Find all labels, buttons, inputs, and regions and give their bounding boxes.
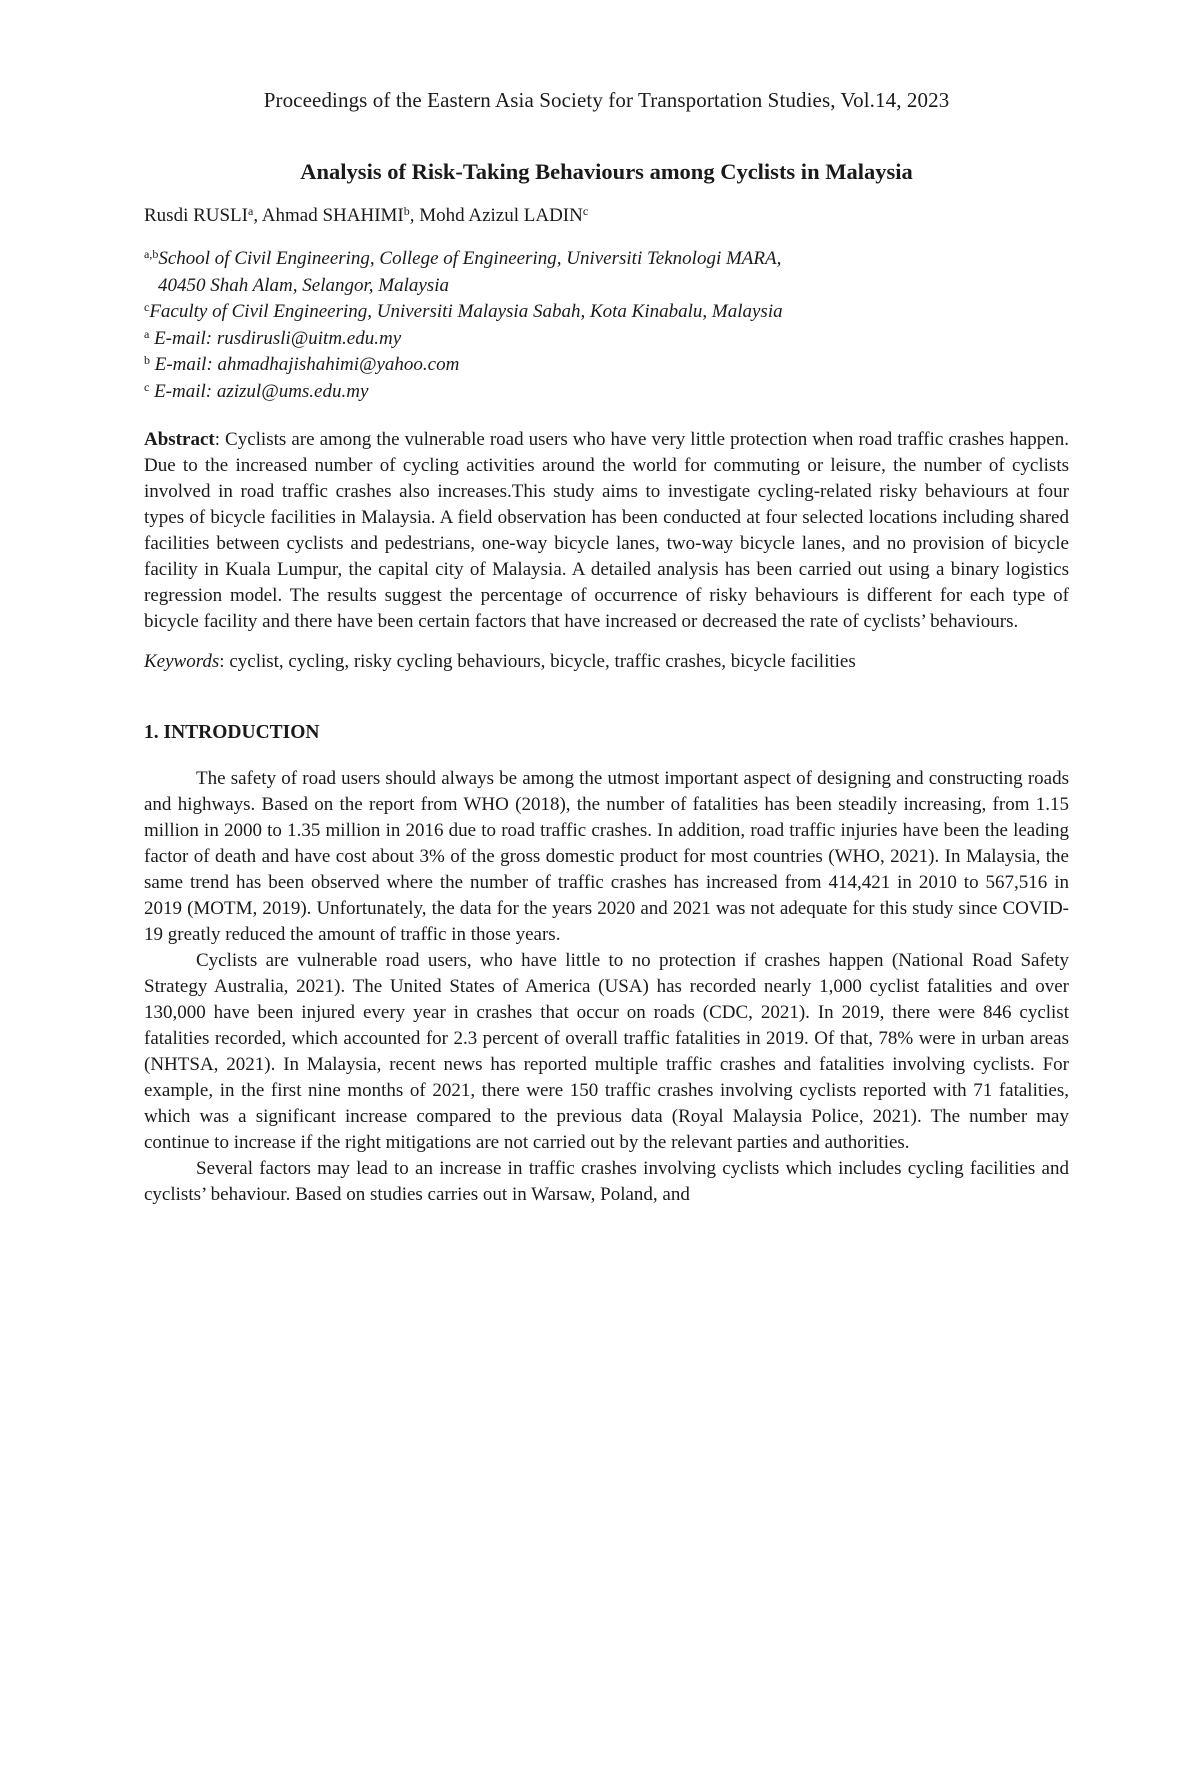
author-affiliation-mark: a [248,204,254,218]
author-affiliation-mark: c [582,204,589,218]
email-text: E-mail: azizul@ums.edu.my [149,380,369,402]
affiliation-line [144,299,1069,326]
affiliation-mark: c [144,379,150,394]
body-paragraph: Several factors may lead to an increase in traffic crashes involving cyclists which includes cycling facilities and cyclists’ behaviour. Based on studies carries out in Warsaw, Poland, and [144,1158,1069,1205]
author [419,205,588,226]
abstract-text: : Cyclists are among the vulnerable road users who have very little protection when road traffic crashes happen. Due to the increased number of cycling activities around the world for commuting or leisure, the number of cyclists involved in road traffic crashes also increases.This study aims to investigate cycling-related risky behaviours at four types of bicycle facilities in Malaysia. A field observation has been conducted at four selected locations including shared facilities between cyclists and pedestrians, one-way bicycle lanes, two-way bicycle lanes, and no provision of bicycle facility in Kuala Lumpur, the capital city of Malaysia. A detailed analysis has been carried out using a binary logistics regression model. The results suggest the percentage of occurrence of risky behaviours is different for each type of bicycle facility and there have been certain factors that have increased or decreased the rate of cyclists’ behaviours. [144,429,1069,632]
email-line [144,379,1069,406]
email-text: E-mail: ahmadhajishahimi@yahoo.com [150,354,460,375]
affiliation-text: Faculty of Civil Engineering, Universiti Malaysia Sabah, Kota Kinabalu, Malaysia [149,301,783,322]
running-head: Proceedings of the Eastern Asia Society for Transportation Studies, Vol.14, 2023 [263,88,950,112]
affiliation-mark: a [144,326,150,341]
affiliation-list [144,246,1069,405]
email-text: E-mail: rusdirusli@uitm.edu.my [149,327,402,349]
paper-title: Analysis of Risk-Taking Behaviours among Cyclists in Malaysia [300,159,913,184]
author-affiliation-mark: b [403,204,410,218]
keywords-text: : cyclist, cycling, risky cycling behaviours, bicycle, traffic crashes, bicycle facilities [219,651,856,672]
keywords [144,649,1069,675]
body-paragraph: Cyclists are vulnerable road users, who have little to no protection if crashes happen (National Road Safety Strategy Australia, 2021). The United States of America (USA) has recorded nearly 1,000 cyclist fatalities and over 130,000 have been injured every year in crashes that occur on roads (CDC, 2021). In 2019, there were 846 cyclist fatalities recorded, which accounted for 2.3 percent of overall traffic fatalities in 2019. Of that, 78% were in urban areas (NHTSA, 2021). In Malaysia, recent news has reported multiple traffic crashes and fatalities involving cyclists. For example, in the first nine months of 2021, there were 150 traffic crashes involving cyclists reported with 71 fatalities, which was a significant increase compared to the previous data (Royal Malaysia Police, 2021). The number may continue to increase if the right mitigations are not carried out by the relevant parties and authorities. [144,950,1069,1153]
author-name: Rusdi RUSLI [144,205,248,226]
email-line [144,352,1069,379]
author-separator: , [409,205,420,226]
affiliation-mark: b [144,353,150,367]
author-separator: , [253,205,262,226]
abstract-label: Abstract [144,429,215,450]
email-line [144,326,1069,353]
affiliation-line [144,246,1069,273]
affiliation-mark: c [144,300,150,314]
abstract [144,427,1069,635]
affiliation-mark: a,b [144,247,159,261]
affiliation-text: 40450 Shah Alam, Selangor, Malaysia [158,274,449,296]
keywords-label: Keywords [144,651,220,672]
body-paragraph: The safety of road users should always be among the utmost important aspect of designing and constructing roads and highways. Based on the report from WHO (2018), the number of fatalities has been steadily increasing, from 1.15 million in 2000 to 1.35 million in 2016 due to road traffic crashes. In addition, road traffic injuries have been the leading factor of death and have cost about 3% of the gross domestic product for most countries (WHO, 2021). In Malaysia, the same trend has been observed where the number of traffic crashes has increased from 414,421 in 2010 to 567,516 in 2019 (MOTM, 2019). Unfortunately, the data for the years 2020 and 2021 was not adequate for this study since COVID-19 greatly reduced the amount of traffic in those years. [144,768,1069,945]
author-name: Mohd Azizul LADIN [419,205,583,226]
section-heading: 1. INTRODUCTION [144,722,320,743]
author-name: Ahmad SHAHIMI [261,205,404,226]
author-list [144,203,1069,229]
affiliation-line [144,273,1069,300]
author [144,205,262,226]
section-body [144,766,1069,1208]
document-page [0,86,1200,1782]
affiliation-text: School of Civil Engineering, College of Engineering, Universiti Teknologi MARA, [158,248,782,269]
author [262,205,419,226]
